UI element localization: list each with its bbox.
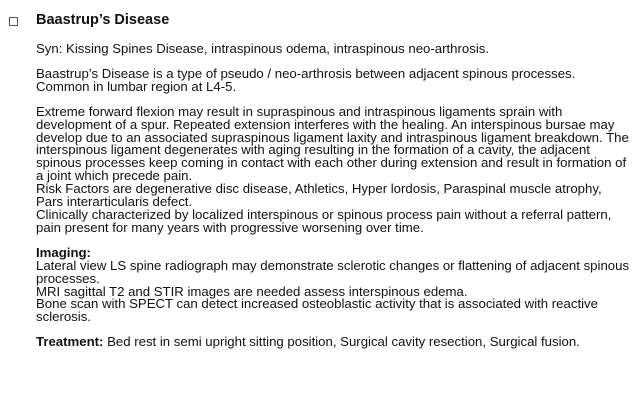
slide-content (36, 43, 632, 349)
pathogenesis-text: Extreme forward flexion may result in supraspinous and intraspinous ligaments sprain with development of a spur. Repeated extension interferes with the healing. An interspinous bursae may develop due to an associated supraspinous ligament laxity and intraspinous ligament breakdown. The interspinous ligament degenerates with aging resulting in the formation of a cavity, the adjacent spinous processes keep coming in contact with each other during extension and result in formation of a joint which precede pain. (36, 103, 629, 184)
imaging-bone-scan-text: Bone scan with SPECT can detect increased osteoblastic activity that is associated with reactive sclerosis. (36, 296, 598, 325)
slide-heading: Baastrup’s Disease (36, 12, 170, 28)
synonyms-text: Syn: Kissing Spines Disease, intraspinous odema, intraspinous neo-arthrosis. (36, 41, 490, 56)
imaging-label: Imaging: (36, 244, 91, 260)
treatment-label: Treatment: (36, 334, 104, 350)
imaging-mri-text: MRI sagittal T2 and STIR images are needed assess interspinous edema. (36, 283, 468, 299)
imaging-radiograph-text: Lateral view LS spine radiograph may demonstrate sclerotic changes or flattening of adjacent spinous processes. (36, 257, 630, 286)
risk-factors-text: Risk Factors are degenerative disc disease, Athletics, Hyper lordosis, Paraspinal muscle atrophy, Pars interarticularis defect. (36, 181, 602, 210)
bullet-square-icon (9, 17, 18, 26)
treatment-text: Bed rest in semi upright sitting position, Surgical cavity resection, Surgical fusion. (103, 334, 580, 350)
clinical-text: Clinically characterized by localized interspinous or spinous process pain without a referral pattern, pain present for many years with progressive worsening over time. (36, 206, 612, 235)
definition-text: Baastrup’s Disease is a type of pseudo / neo-arthrosis between adjacent spinous processes. Common in lumbar region at L4-5. (36, 65, 576, 94)
treatment-line (36, 336, 632, 349)
